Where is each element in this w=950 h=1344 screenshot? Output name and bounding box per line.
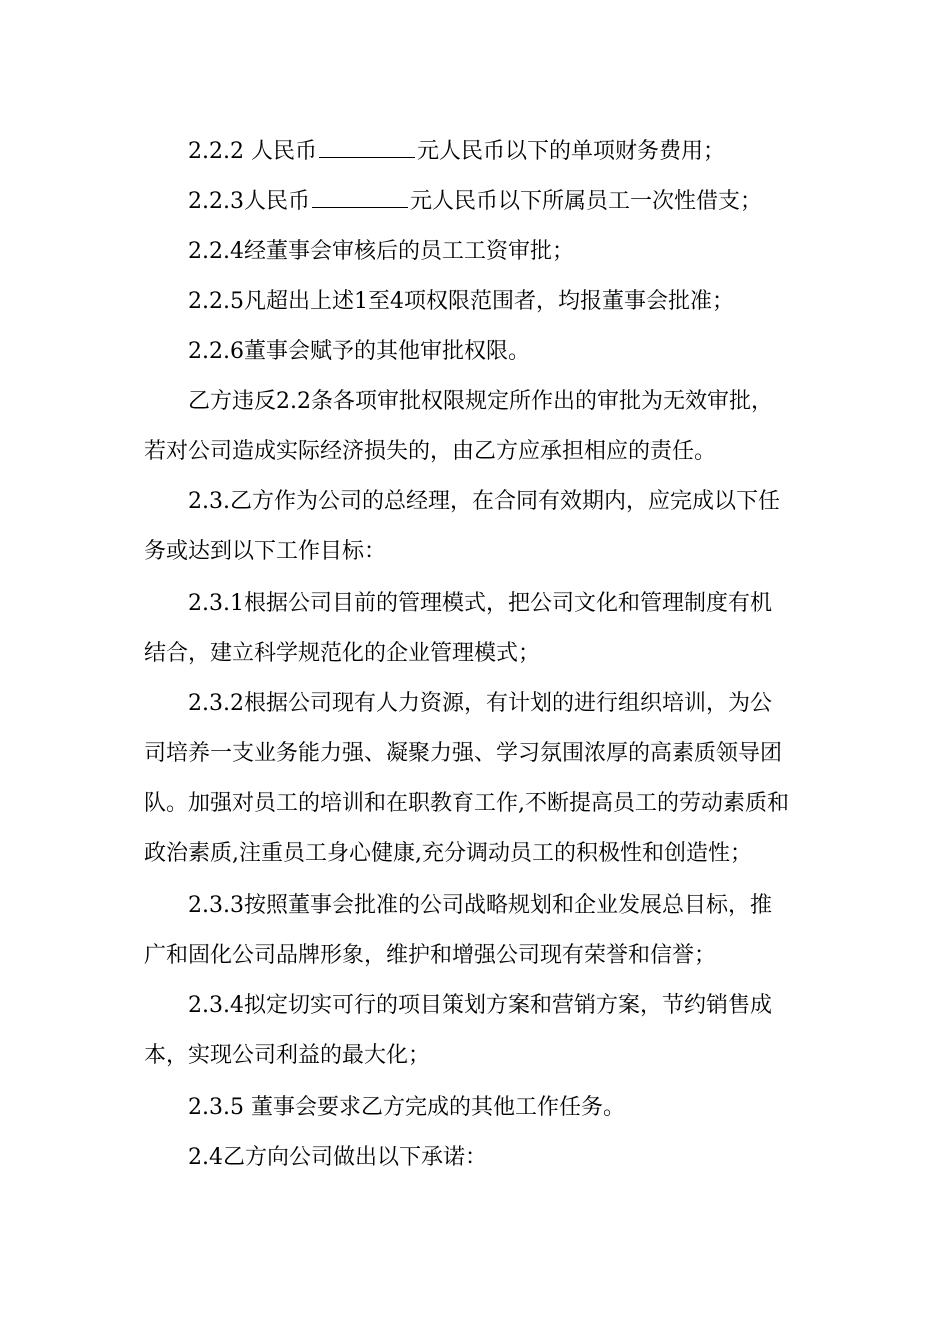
- clause-text: 2.2.2 人民币: [188, 139, 317, 164]
- clause-2-3-3: 2.3.3按照董事会批准的公司战略规划和企业发展总目标，推: [188, 893, 772, 918]
- paragraph-line: 司培养一支业务能力强、凝聚力强、学习氛围浓厚的高素质领导团: [144, 741, 783, 766]
- clause-2-3-5: 2.3.5 董事会要求乙方完成的其他工作任务。: [188, 1095, 625, 1120]
- paragraph-line: 广和固化公司品牌形象，维护和增强公司现有荣誉和信誉；: [144, 943, 717, 968]
- clause-text: 元人民币以下所属员工一次性借支；: [409, 189, 762, 214]
- clause-2-2-3: [188, 188, 762, 216]
- clause-2-2-5: 2.2.5凡超出上述1至4项权限范围者，均报董事会批准；: [188, 289, 734, 314]
- clause-2-3-1: 2.3.1根据公司目前的管理模式，把公司文化和管理制度有机: [188, 591, 772, 616]
- clause-2-3-4: 2.3.4拟定切实可行的项目策划方案和营销方案，节约销售成: [188, 993, 772, 1018]
- clause-2-2-6: 2.2.6董事会赋予的其他审批权限。: [188, 339, 530, 364]
- amount-blank: [312, 189, 408, 208]
- paragraph-line: 队。加强对员工的培训和在职教育工作,不断提高员工的劳动素质和: [144, 791, 789, 816]
- paragraph-line: 结合，建立科学规范化的企业管理模式；: [144, 641, 541, 666]
- clause-2-4: 2.4乙方向公司做出以下承诺：: [188, 1145, 487, 1170]
- clause-2-2-4: 2.2.4经董事会审核后的员工工资审批；: [188, 239, 574, 264]
- clause-2-3-2: 2.3.2根据公司现有人力资源，有计划的进行组织培训，为公: [188, 691, 772, 716]
- clause-text: 2.2.3人民币: [188, 189, 310, 214]
- clause-text: 元人民币以下的单项财务费用；: [416, 139, 725, 164]
- paragraph-line: 务或达到以下工作目标：: [144, 539, 387, 564]
- paragraph-line: 政治素质,注重员工身心健康,充分调动员工的积极性和创造性；: [144, 841, 752, 866]
- clause-2-3: 2.3.乙方作为公司的总经理，在合同有效期内，应完成以下任: [188, 489, 780, 514]
- paragraph-line: 若对公司造成实际经济损失的，由乙方应承担相应的责任。: [144, 439, 717, 464]
- paragraph-line: 乙方违反2.2条各项审批权限规定所作出的审批为无效审批，: [188, 389, 773, 414]
- paragraph-line: 本，实现公司利益的最大化；: [144, 1043, 431, 1068]
- amount-blank: [319, 139, 415, 158]
- clause-2-2-2: [188, 138, 725, 166]
